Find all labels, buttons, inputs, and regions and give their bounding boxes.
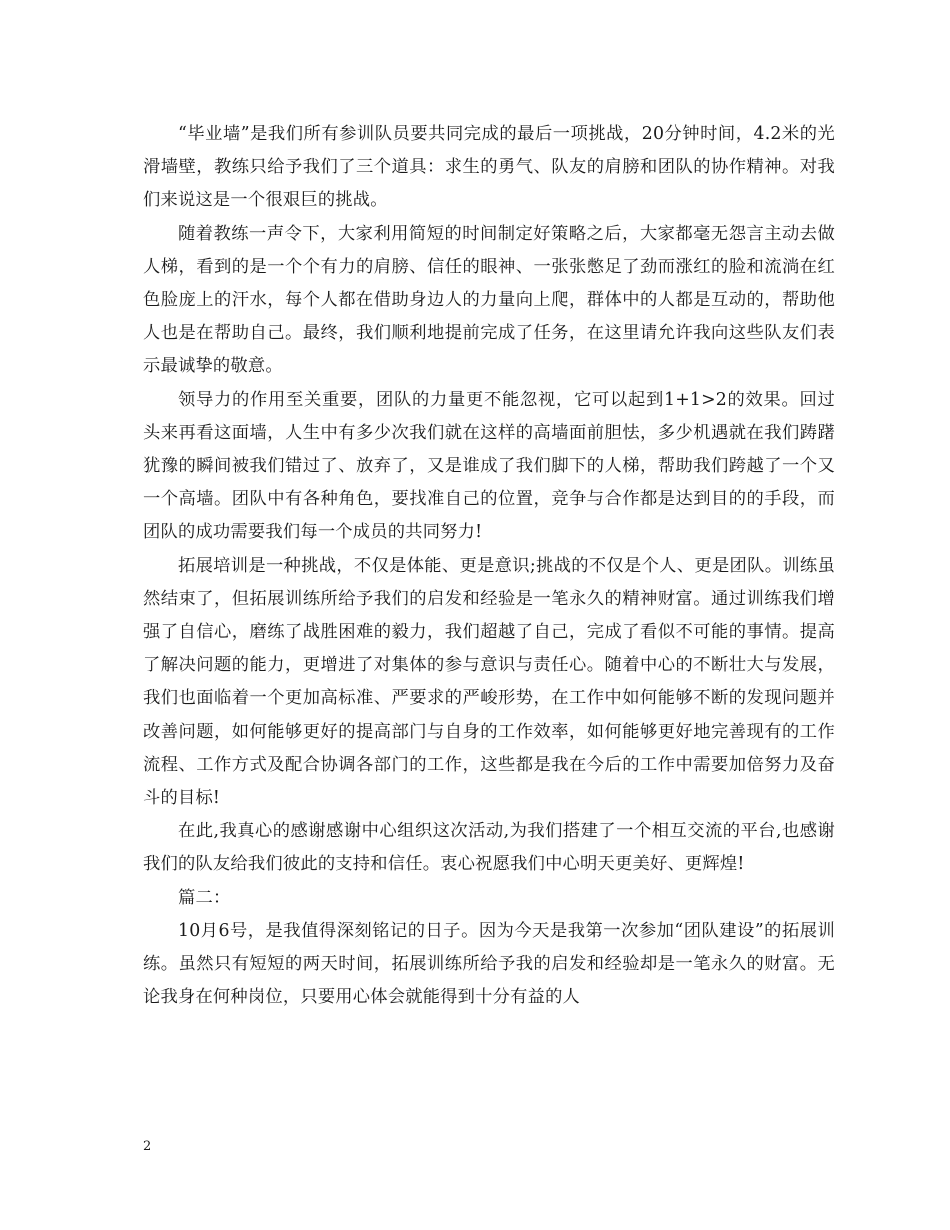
paragraph-leadership: 领导力的作用至关重要，团队的力量更不能忽视，它可以起到1+1>2的效果。回过头来再看这面墙，人生中有多少次我们就在这样的高墙面前胆怯，多少机遇就在我们踌躇犹豫的瞬间被我们错过了、放弃了，又是谁成了我们脚下的人梯，帮助我们跨越了一个又一个高墙。团队中有各种角色，要找准自己的位置，竞争与合作都是达到目的的手段，而团队的成功需要我们每一个成员的共同努力!	[143, 389, 835, 543]
page-number: 2	[143, 1139, 152, 1154]
paragraph-human-ladder: 随着教练一声令下，大家利用简短的时间制定好策略之后，大家都毫无怨言主动去做人梯，看到的是一个个有力的肩膀、信任的眼神、一张张憋足了劲而涨红的脸和流淌在红色脸庞上的汗水，每个人都在借助身边人的力量向上爬，群体中的人都是互动的，帮助他人也是在帮助自己。最终，我们顺利地提前完成了任务，在这里请允许我向这些队友们表示最诚挚的敬意。	[143, 223, 835, 377]
paragraph-october-sixth: 10月6号，是我值得深刻铭记的日子。因为今天是我第一次参加“团队建设”的拓展训练。虽然只有短短的两天时间，拓展训练所给予我的启发和经验却是一笔永久的财富。无论我身在何种岗位，只要用心体会就能得到十分有益的人	[143, 920, 835, 1008]
paragraph-graduation-wall: “毕业墙”是我们所有参训队员要共同完成的最后一项挑战，20分钟时间，4.2米的光滑墙壁，教练只给予我们了三个道具：求生的勇气、队友的肩膀和团队的协作精神。对我们来说这是一个很艰巨的挑战。	[143, 124, 835, 211]
paragraph-thanks: 在此,我真心的感谢感谢中心组织这次活动,为我们搭建了一个相互交流的平台,也感谢我们的队友给我们彼此的支持和信任。衷心祝愿我们中心明天更美好、更辉煌!	[143, 821, 835, 875]
section-heading-part-two: 篇二：	[178, 887, 231, 908]
document-body	[143, 118, 835, 1014]
paragraph-training-reflection: 拓展培训是一种挑战，不仅是体能、更是意识;挑战的不仅是个人、更是团队。训练虽然结束了，但拓展训练所给予我们的启发和经验是一笔永久的精神财富。通过训练我们增强了自信心，磨练了战胜困难的毅力，我们超越了自己，完成了看似不可能的事情。提高了解决问题的能力，更增进了对集体的参与意识与责任心。随着中心的不断壮大与发展，我们也面临着一个更加高标准、严要求的严峻形势，在工作中如何能够不断的发现问题并改善问题，如何能够更好的提高部门与自身的工作效率，如何能够更好地完善现有的工作流程、工作方式及配合协调各部门的工作，这些都是我在今后的工作中需要加倍努力及奋斗的目标!	[143, 555, 835, 809]
